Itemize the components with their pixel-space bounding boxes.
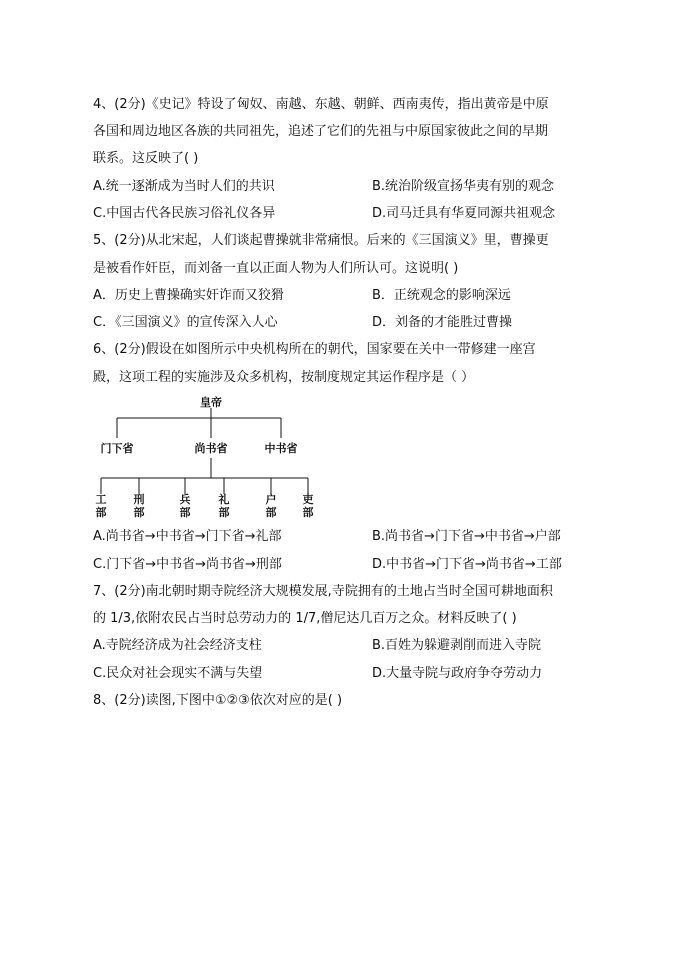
- libu-personnel-bottom: 部: [302, 506, 314, 519]
- q6-option-d: D.中书省→门下省→尚书省→工部: [372, 557, 562, 572]
- q5-option-c: C．《三国演义》的宣传深入人心: [93, 315, 278, 330]
- q7-option-b: B.百姓为躲避剥削而进入寺院: [372, 638, 542, 653]
- libu-rites-top: 礼: [218, 493, 230, 506]
- q4-stem-line3: 联系。这反映了( ): [93, 151, 199, 166]
- xingbu-top: 刑: [133, 493, 145, 506]
- bingbu-bottom: 部: [179, 506, 191, 519]
- q4-option-a: A.统一逐渐成为当时人们的共识: [93, 179, 275, 194]
- q6-stem-line1: 6、(2分)假设在如图所示中央机构所在的朝代，国家要在关中一带修建一座宫: [93, 342, 536, 357]
- menxia-label: 门下省: [100, 442, 134, 455]
- q5-stem-line1: 5、(2分)从北宋起，人们谈起曹操就非常痛恨。后来的《三国演义》里，曹操更: [93, 233, 549, 248]
- xingbu-bottom: 部: [133, 506, 145, 519]
- q6-option-a: A.尚书省→中书省→门下省→礼部: [93, 529, 282, 544]
- gongbu-top: 工: [95, 493, 107, 506]
- q6-option-c: C.门下省→中书省→尚书省→刑部: [93, 557, 282, 572]
- q7-option-c: C.民众对社会现实不满与失望: [93, 666, 263, 681]
- libu-personnel-top: 吏: [302, 493, 314, 506]
- hubu-top: 户: [265, 493, 277, 506]
- q5-option-a: A．历史上曹操确实奸诈而又狡猾: [93, 288, 284, 303]
- q8-stem-line1: 8、(2分)读图,下图中①②③依次对应的是( ): [93, 693, 343, 708]
- q7-option-d: D.大量寺院与政府争夺劳动力: [372, 666, 543, 681]
- bingbu-top: 兵: [179, 493, 191, 506]
- q4-stem-line2: 各国和周边地区各族的共同祖先，追述了它们的先祖与中原国家彼此之间的早期: [93, 124, 549, 139]
- q7-option-a: A.寺院经济成为社会经济支柱: [93, 638, 262, 653]
- q7-stem-line1: 7、(2分)南北朝时期寺院经济大规模发展,寺院拥有的土地占当时全国可耕地面积: [93, 584, 553, 599]
- q4-option-c: C.中国古代各民族习俗礼仪各异: [93, 206, 276, 221]
- q5-option-d: D．刘备的才能胜过曹操: [372, 315, 513, 330]
- libu-rites-bottom: 部: [218, 506, 230, 519]
- q4-option-b: B.统治阶级宣扬华夷有别的观念: [372, 179, 555, 194]
- gongbu-bottom: 部: [95, 506, 107, 519]
- q6-stem-line2: 殿，这项工程的实施涉及众多机构，按制度规定其运作程序是（ ）: [93, 370, 475, 385]
- central-government-diagram: [0, 390, 688, 522]
- emperor-label: 皇帝: [200, 396, 222, 409]
- q5-stem-line2: 是被看作奸臣，而刘备一直以正面人物为人们所认可。这说明( ): [93, 261, 459, 276]
- q6-option-b: B.尚书省→门下省→中书省→户部: [372, 529, 561, 544]
- q7-stem-line2: 的 1/3,依附农民占当时总劳动力的 1/7,僧尼达几百万之众。材料反映了( ): [93, 611, 517, 626]
- shangshu-label: 尚书省: [194, 442, 228, 455]
- zhongshu-label: 中书省: [264, 442, 298, 455]
- q4-option-d: D.司马迁具有华夏同源共祖观念: [372, 206, 556, 221]
- q4-stem-line1: 4、(2分)《史记》特设了匈奴、南越、东越、朝鲜、西南夷传，指出黄帝是中原: [93, 97, 549, 112]
- hubu-bottom: 部: [265, 506, 277, 519]
- q5-option-b: B．正统观念的影响深远: [372, 288, 511, 303]
